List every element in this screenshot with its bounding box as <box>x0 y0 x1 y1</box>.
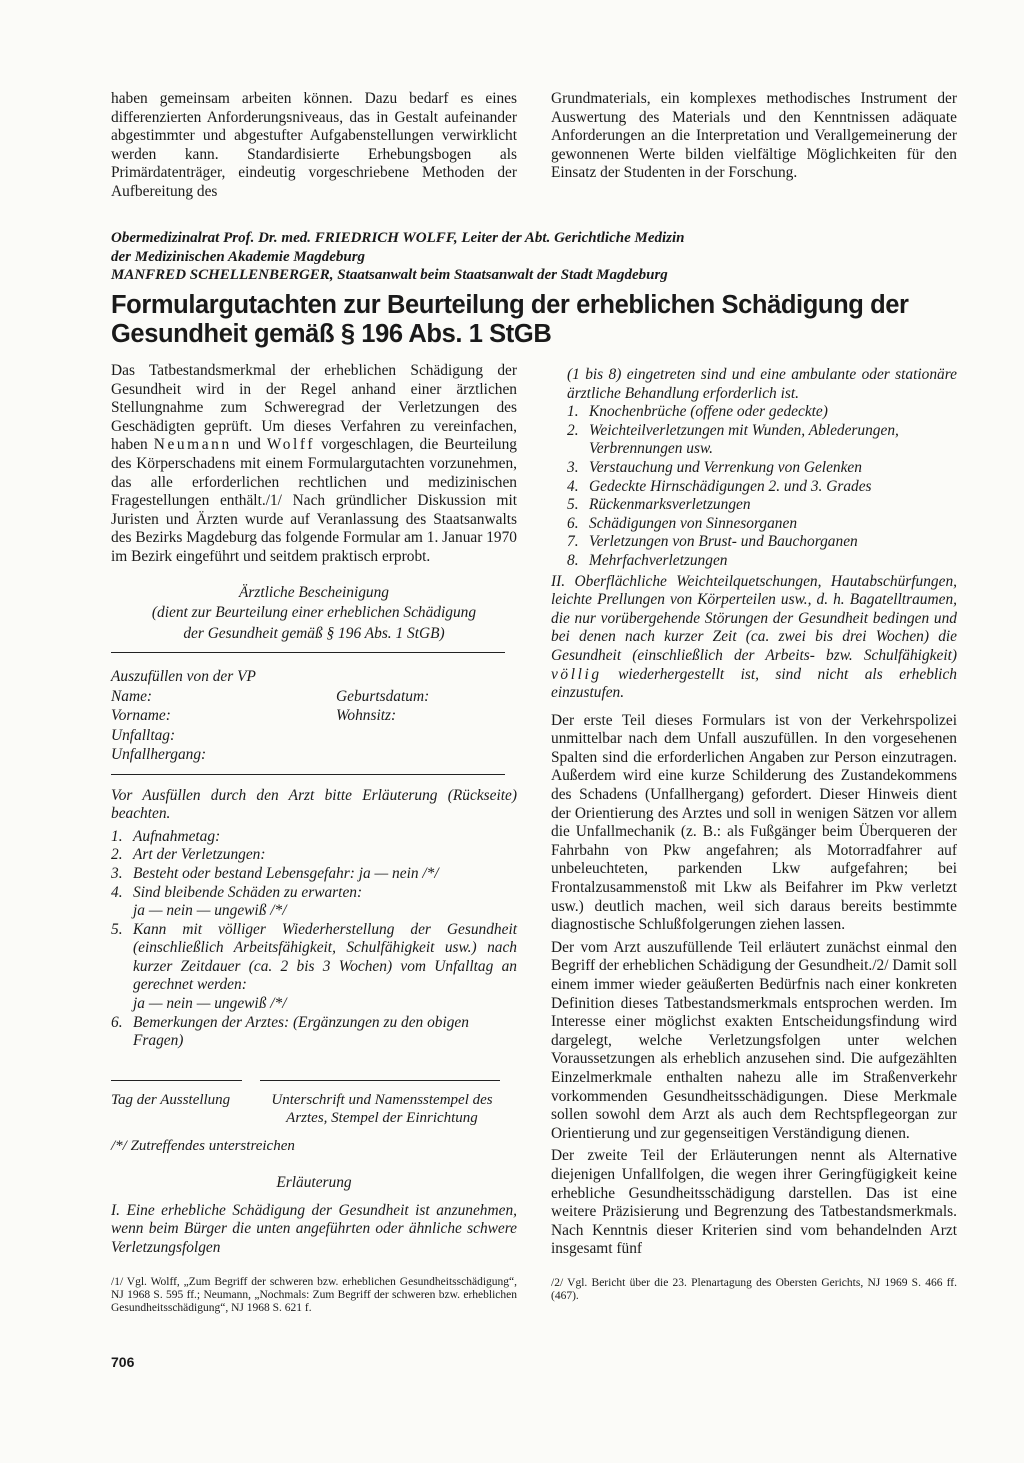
body-paragraph: Der vom Arzt auszufüllende Teil erläutert zunächst einmal den Begriff der erheblichen Schädigung der Gesundheit./2/ Damit soll einem immer wieder geäußerten Bedürfnis nach einer konkreten Definition dieses Tatbestandsmerkmals entsprochen werden. Im Interesse einer möglichst exakten Entscheidungsfindung wird dargelegt, welche Verletzungsfolgen unter welchen Voraussetzungen als erheblich anzusehen sind. Die aufgezählten Einzelmerkmale enthalten nahezu alle im Straßenverkehr vorkommenden Gesundheitsschädigungen. Diese Merkmale sollen sowohl dem Arzt als auch dem Rechtspflegeorgan zur Orientierung und zur gegenseitigen Verständigung dienen. <box>551 938 957 1142</box>
field-name-label: Name: <box>111 687 153 705</box>
explanation-heading: Erläuterung <box>276 1174 352 1192</box>
vp-section <box>111 667 517 765</box>
field-row <box>111 706 517 726</box>
form-subtitle: (dient zur Beurteilung einer erheblichen Schädigung <box>151 604 477 622</box>
top-right-column <box>551 90 957 183</box>
criteria-item: 7. Verletzungen von Brust- und Bauchorganen <box>567 533 858 551</box>
criteria-item: 5. Rückenmarksverletzungen <box>567 496 751 514</box>
criteria-item: 6. Schädigungen von Sinnesorganen <box>567 514 798 532</box>
author-name-wolff: Wolff <box>266 436 316 454</box>
form-divider <box>111 774 505 775</box>
question-item: 1. Aufnahmetag: <box>111 827 221 845</box>
signature-label: Unterschrift und Namensstempel des Arztes, Stempel der Einrichtung <box>271 1091 493 1127</box>
form-title: Ärztliche Bescheinigung <box>238 583 390 601</box>
signature-lines <box>111 1080 517 1081</box>
author-name-neumann: Neumann <box>153 436 232 454</box>
field-row <box>111 745 517 765</box>
underline-note: /*/ Zutreffendes unterstreichen <box>111 1137 295 1154</box>
form-divider <box>111 652 505 653</box>
intro-text-a: Das Tatbestandsmerkmal der erheblichen Schädigung der Gesundheit wird in der Regel anhand einer ärztlichen Stellungnahme zum Schweregrad der Verletzungen des Geschädigten geprüft. Um dieses Verfahren zu vereinfachen, haben <box>111 362 517 454</box>
field-accidentday-label: Unfalltag: <box>111 726 176 744</box>
field-birthdate-label: Geburtsdatum: <box>336 687 430 705</box>
explanation-I: I. Eine erhebliche Schädigung der Gesundheit ist anzunehmen, wenn beim Bürger die unten angeführten oder ähnliche schwere Verletzungsfolgen <box>111 1201 517 1257</box>
explanation-II: II. Oberflächliche Weichteilquetschungen, Hautabschürfungen, leichte Prellungen von Körperteilen usw., d. h. Bagatelltraumen, die nur vorübergehende Störungen der Gesundheit bedingen und bei denen nach kurzer Zeit (ca. zwei bis drei Wochen) die Gesundheit (einschließlich der Arbeits- bzw. Schulfähigkeit) völlig wiederhergestellt ist, sind nicht als erheblich einzustufen. <box>551 572 957 702</box>
article-title: Formulargutachten zur Beurteilung der erheblichen Schädigung der Gesundheit gemäß § 196 Abs. 1 StGB <box>111 291 909 348</box>
question-item: 4. Sind bleibende Schäden zu erwarten: ja — nein — ungewiß /*/ <box>111 883 363 920</box>
author-block <box>111 229 961 285</box>
signature-line <box>260 1080 500 1081</box>
signature-labels <box>111 1091 517 1128</box>
top-left-column <box>111 90 517 202</box>
criteria-item: 2. Weichteilverletzungen mit Wunden, Ablederungen, Verbrennungen usw. <box>567 421 899 458</box>
form-subtitle: der Gesundheit gemäß § 196 Abs. 1 StGB) <box>183 624 445 642</box>
author-line: der Medizinischen Akademie Magdeburg <box>111 248 366 265</box>
date-of-issue-label: Tag der Ausstellung <box>111 1091 231 1108</box>
doctor-note: Vor Ausfüllen durch den Arzt bitte Erläuterung (Rückseite) beachten. <box>111 786 517 823</box>
vp-heading: Auszufüllen von der VP <box>111 668 256 686</box>
footnote: /1/ Vgl. Wolff, „Zum Begriff der schweren bzw. erheblichen Gesundheitsschädigung“, NJ 1968 S. 595 ff.; Neumann, „Nochmals: Zum Begriff der schweren bzw. erheblichen Gesundheitsschädigung“, NJ 1968 S. 621 f. <box>111 1275 517 1315</box>
field-accidentcourse-label: Unfallhergang: <box>111 746 207 764</box>
left-column <box>111 362 517 1316</box>
top-left-paragraph: haben gemeinsam arbeiten können. Dazu bedarf es eines differenzierten Anforderungsniveaus, das in Gestalt aufeinander abgestimmter und abgestufter Aufgabenstellungen verwirklicht werden kann. Standardisierte Erhebungsbogen als Primärdatenträger, eindeutig vorgeschriebene Methoden der Aufbereitung des <box>111 90 517 200</box>
criteria-list <box>551 403 957 570</box>
intro-text-b: vorgeschlagen, die Beurteilung des Körperschadens mit einem Formulargutachten vorzunehmen, das alle erforderlichen rechtlichen und medizinischen Fragestellungen enthält./1/ Nach gründlicher Diskussion mit Juristen und Ärzten wurde auf Veranlassung des Staatsanwalts des Bezirks Magdeburg das folgende Formular am 1. Januar 1970 im Bezirk eingeführt und seitdem praktisch erprobt. <box>111 436 517 565</box>
body-paragraph: Der zweite Teil der Erläuterungen nennt als Alternative diejenigen Unfallfolgen, die wegen ihrer Geringfügigkeit keine erhebliche Gesundheitsschädigung darstellen. Das ist eine weitere Präzisierung und Begrenzung des Tatbestandsmerkmals. Nach Kenntnis dieser Kriterien sind vom behandelnden Arzt insgesamt fünf <box>551 1147 957 1258</box>
author-line: Obermedizinalrat Prof. Dr. med. FRIEDRICH WOLFF, Leiter der Abt. Gerichtliche Medizin <box>111 230 685 246</box>
intro-text-und: und <box>237 436 261 454</box>
right-column <box>551 366 957 1304</box>
top-right-paragraph: Grundmaterials, ein komplexes methodisches Instrument der Auswertung des Materials und den Kenntnissen adäquate Anforderungen an die Interpretation und Verallgemeinerung der gewonnenen Werte bilden vielfältige Möglichkeiten für den Einsatz der Studenten in der Forschung. <box>551 90 957 182</box>
question-item: 6. Bemerkungen der Arztes: (Ergänzungen zu den obigen Fragen) <box>111 1013 469 1050</box>
author-line: MANFRED SCHELLENBERGER, Staatsanwalt beim Staatsanwalt der Stadt Magdeburg <box>111 267 668 284</box>
question-item: 3. Besteht oder bestand Lebensgefahr: ja — nein /*/ <box>111 864 439 882</box>
criteria-intro: (1 bis 8) eingetreten sind und eine ambulante oder stationäre ärztliche Behandlung erforderlich ist. <box>567 366 957 402</box>
criteria-item: 4. Gedeckte Hirnschädigungen 2. und 3. Grades <box>567 477 872 495</box>
field-residence-label: Wohnsitz: <box>336 707 397 725</box>
intro-paragraph <box>111 362 517 567</box>
question-item: 2. Art der Verletzungen: <box>111 846 266 864</box>
footnote: /2/ Vgl. Bericht über die 23. Plenartagung des Obersten Gerichts, NJ 1969 S. 466 ff. (467). <box>551 1276 957 1303</box>
field-firstname-label: Vorname: <box>111 707 171 725</box>
field-row <box>111 687 517 707</box>
question-item: 5. Kann mit völliger Wiederherstellung der Gesundheit (einschließlich Arbeitsfähigkeit, Schulfähigkeit usw.) nach kurzer Zeitdauer (ca. 2 bis 3 Wochen) vom Unfalltag an gerechnet werden: ja — nein — ungewiß /*/ <box>111 920 517 1013</box>
page-number: 706 <box>111 1354 135 1370</box>
body-paragraph: Der erste Teil dieses Formulars ist von der Verkehrspolizei unmittelbar nach dem Unfall auszufüllen. In den vorgesehenen Spalten sind die erforderlichen Angaben zur Person einzutragen. Außerdem wird eine kurze Schilderung des Zustandekommens des Schadens (Unfallhergang) gefordert. Dieser Hinweis dient der Orientierung des Arztes und soll in wenigen Sätzen vor allem die Unfallmechanik (z. B.: als Fußgänger beim Überqueren der Fahrbahn von Pkw angefahren; als Motorradfahrer auf unbeleuchteten, parkenden Lkw aufgefahren; bei Frontalzusammenstoß mit Lkw als Beifahrer im Pkw verletzt usw.) deutlich machen, weil sich daraus bereits bestimmte diagnostische Schlußfolgerungen ziehen lassen. <box>551 711 957 934</box>
signature-line <box>111 1080 242 1081</box>
form-heading <box>111 583 517 645</box>
criteria-item: 8. Mehrfachverletzungen <box>567 551 728 569</box>
field-row <box>111 726 517 746</box>
criteria-item: 3. Verstauchung und Verrenkung von Gelenken <box>567 458 862 476</box>
criteria-item: 1. Knochenbrüche (offene oder gedeckte) <box>567 403 828 421</box>
doctor-questions <box>111 828 517 1051</box>
emphasis-voellig: völlig <box>551 665 602 683</box>
